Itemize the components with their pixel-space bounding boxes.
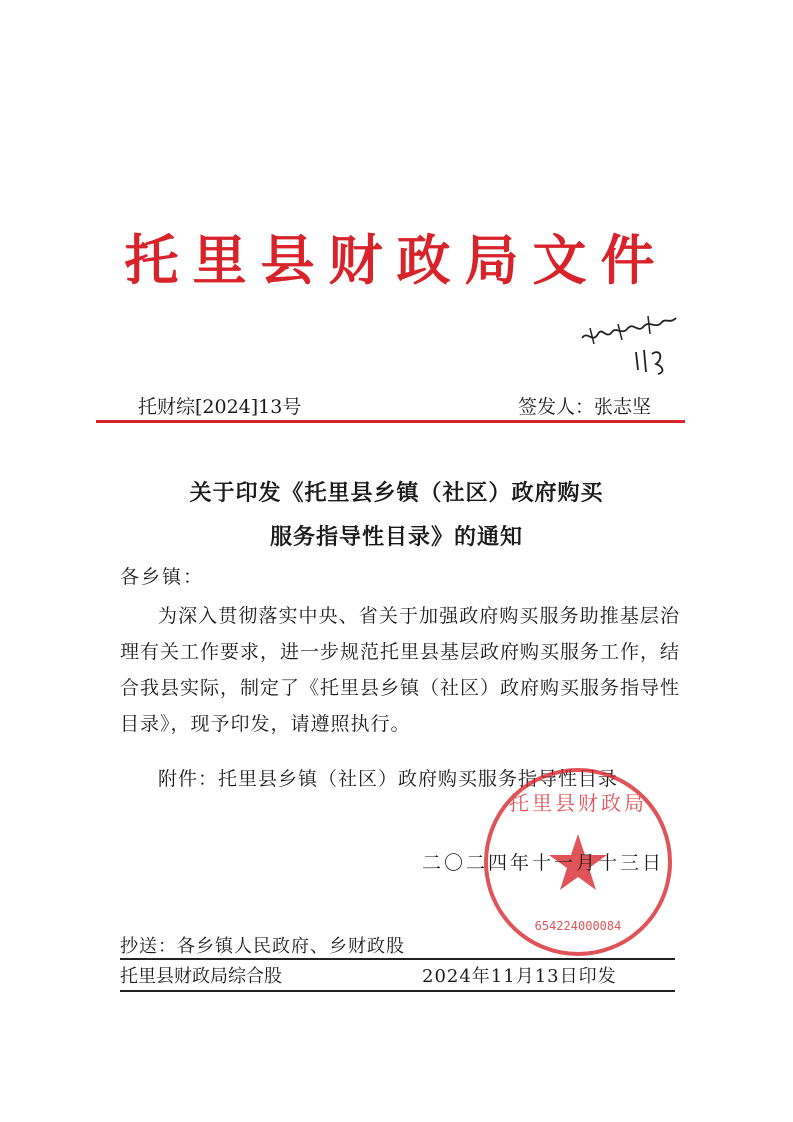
issuing-office: 托里县财政局综合股 [120,966,282,987]
red-divider [96,420,685,423]
cc-line: 抄送：各乡镇人民政府、乡财政股 [120,936,405,957]
svg-text:托里县财政局: 托里县财政局 [509,791,647,815]
body-paragraph: 为深入贯彻落实中央、省关于加强政府购买服务助推基层治理有关工作要求，进一步规范托里县基层政府购买服务工作，结合我县实际，制定了《托里县乡镇（社区）政府购买服务指导性目录》，现予印发，请遵照执行。 [120,605,681,735]
notice-title-line-2: 服务指导性目录》的通知 [269,525,523,550]
salutation: 各乡镇： [120,566,205,588]
signer: 签发人：张志坚 [518,396,652,418]
handwritten-signature [578,300,688,382]
footer-rule-top [120,958,675,960]
document-number: 托财综[2024]13号 [138,396,302,418]
svg-text:654224000084: 654224000084 [534,919,622,933]
issue-date: 2024年11月13日印发 [422,966,617,987]
attachment-line: 附件：托里县乡镇（社区）政府购买服务指导性目录 [158,768,619,790]
document-date: 二〇二四年十一月十三日 [422,852,665,874]
document-header-title: 托里县财政局文件 [124,229,669,292]
notice-title-line-1: 关于印发《托里县乡镇（社区）政府购买 [189,481,604,506]
footer-rule-bottom [120,990,675,992]
